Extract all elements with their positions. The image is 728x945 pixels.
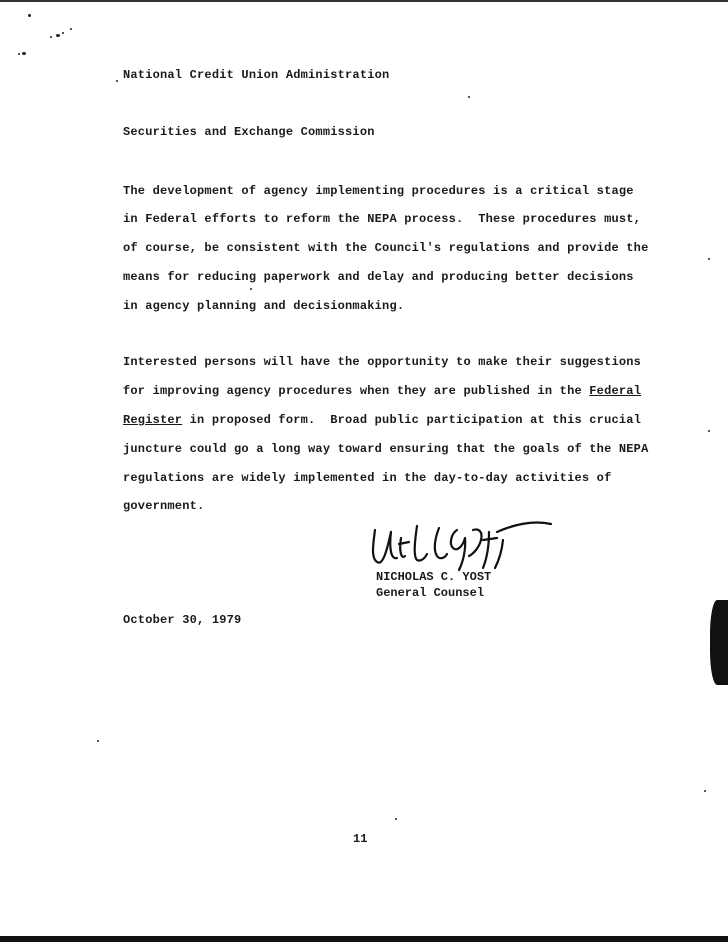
paragraph-2-line bbox=[123, 384, 641, 398]
recipient-line: National Credit Union Administration bbox=[123, 68, 390, 82]
paragraph-2-line: government. bbox=[123, 499, 205, 513]
letter-date: October 30, 1979 bbox=[123, 613, 242, 627]
recipient-line: Securities and Exchange Commission bbox=[123, 125, 375, 139]
paragraph-1-line: in agency planning and decisionmaking. bbox=[123, 299, 405, 313]
paragraph-2-line bbox=[123, 413, 641, 427]
paragraph-2-text: for improving agency procedures when they are published in the bbox=[123, 384, 590, 398]
signer-title: General Counsel bbox=[376, 586, 485, 600]
paragraph-1-line: The development of agency implementing procedures is a critical stage bbox=[123, 184, 634, 198]
paragraph-2-line: regulations are widely implemented in the day-to-day activities of bbox=[123, 471, 612, 485]
top-edge-rule bbox=[0, 0, 728, 2]
federal-register-underlined: Register bbox=[123, 413, 183, 427]
paragraph-1-line: of course, be consistent with the Council's regulations and provide the bbox=[123, 241, 649, 255]
page-number: 11 bbox=[353, 832, 368, 846]
paragraph-2-line: Interested persons will have the opportunity to make their suggestions bbox=[123, 355, 642, 369]
signer-name: NICHOLAS C. YOST bbox=[376, 570, 492, 584]
paragraph-2-text: in proposed form. Broad public participation at this crucial bbox=[182, 413, 642, 427]
bottom-edge-rule bbox=[0, 936, 728, 942]
paragraph-2-line: juncture could go a long way toward ensuring that the goals of the NEPA bbox=[123, 442, 649, 456]
paragraph-1-line: in Federal efforts to reform the NEPA process. These procedures must, bbox=[123, 212, 642, 226]
paragraph-1-line: means for reducing paperwork and delay and producing better decisions bbox=[123, 270, 634, 284]
federal-register-underlined: Federal bbox=[589, 384, 642, 398]
scan-edge-shadow bbox=[710, 600, 728, 685]
